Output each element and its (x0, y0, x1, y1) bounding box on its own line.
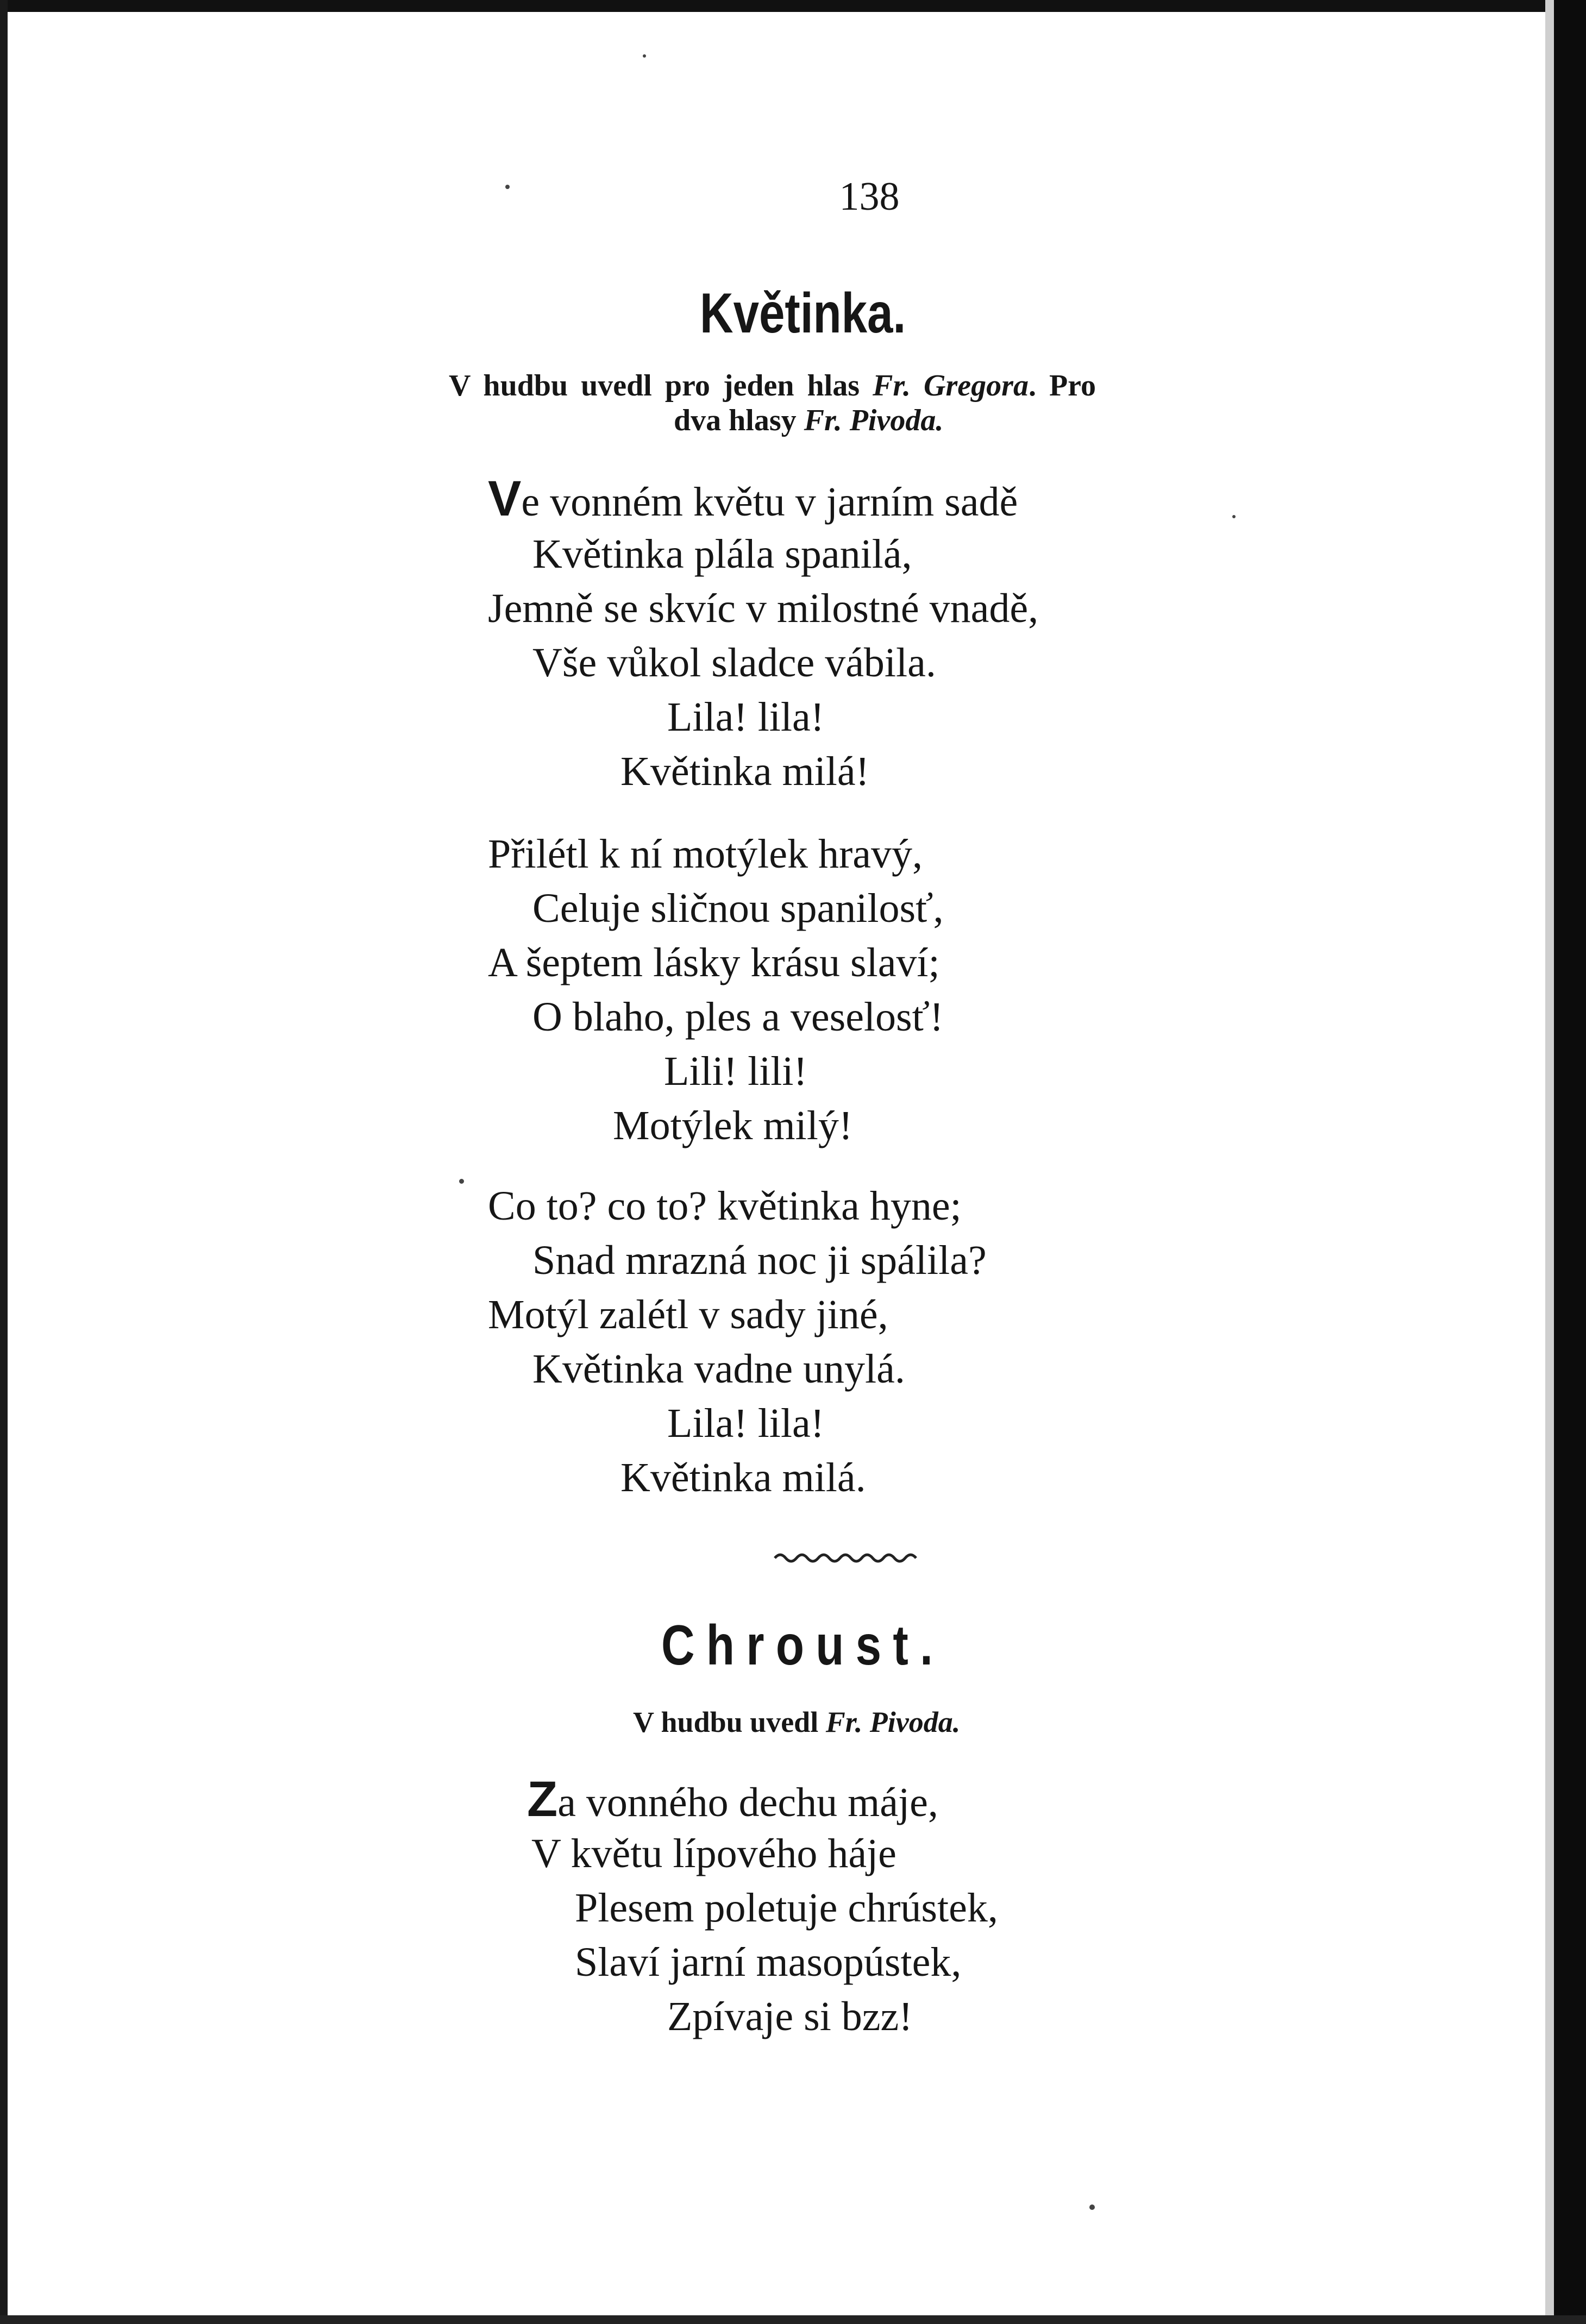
verse-text: a vonného dechu máje, (557, 1780, 938, 1825)
verse-line: Vše vůkol sladce vábila. (532, 640, 936, 686)
credit-text: . Pro (1028, 369, 1096, 403)
verse-line: Zpívaje si bzz! (667, 1994, 913, 2039)
scan-speck (459, 1179, 464, 1184)
page-number: 138 (839, 174, 900, 219)
scan-border-top (0, 0, 1586, 12)
scan-speck (1232, 515, 1236, 518)
composer-name: Fr. Gregora (873, 369, 1029, 403)
scan-border-left (0, 0, 8, 2324)
verse-line: A šeptem lásky krásu slaví; (488, 940, 940, 985)
drop-cap: V (488, 471, 522, 526)
verse-line: Květinka vadne unylá. (532, 1346, 905, 1392)
verse-line: Jemně se skvíc v milostné vnadě, (488, 586, 1039, 631)
wave-ornament (772, 1546, 924, 1568)
verse-line: Lila! lila! (667, 694, 825, 740)
verse-line: Květinka milá. (620, 1455, 866, 1500)
verse-line: Celuje sličnou spanilosť, (532, 885, 944, 931)
poem-credit (449, 368, 1096, 403)
scan-border-right-inner (1545, 0, 1554, 2324)
drop-cap: Z (527, 1772, 558, 1827)
poem-credit (633, 1705, 960, 1739)
scan-speck (505, 185, 510, 189)
verse-line: Květinka milá! (620, 749, 869, 794)
verse-line: Slaví jarní masopústek, (575, 1939, 962, 1985)
verse-line: Květinka plála spanilá, (532, 531, 912, 577)
verse-line: Přilétl k ní motýlek hravý, (488, 831, 923, 877)
verse-line (527, 1772, 938, 1830)
verse-line: Co to? co to? květinka hyne; (488, 1183, 962, 1229)
verse-line: V květu lípového háje (531, 1831, 897, 1876)
composer-name: Fr. Pivoda. (825, 1706, 961, 1738)
scan-border-bottom (0, 2315, 1586, 2324)
scan-speck (643, 54, 646, 58)
verse-line (488, 472, 1018, 529)
poem-title: Květinka. (699, 282, 906, 345)
verse-text: e vonném květu v jarním sadě (521, 479, 1018, 525)
credit-text: V hudbu uvedl (633, 1706, 826, 1738)
credit-text: dva hlasy (674, 404, 804, 437)
verse-line: Snad mrazná noc ji spálila? (532, 1238, 987, 1283)
poem-title: Chroust. (661, 1614, 945, 1677)
credit-text: V hudbu uvedl pro jeden hlas (449, 369, 873, 403)
verse-line: Lili! lili! (664, 1048, 807, 1094)
verse-line: Plesem poletuje chrústek, (575, 1885, 998, 1931)
verse-line: Motýl zalétl v sady jiné, (488, 1292, 888, 1337)
scan-speck (1089, 2204, 1095, 2210)
scan-border-right (1554, 0, 1586, 2324)
verse-line: Lila! lila! (667, 1400, 825, 1446)
verse-line: O blaho, ples a veselosť! (532, 994, 944, 1040)
verse-line: Motýlek milý! (613, 1103, 853, 1148)
poem-credit (674, 403, 943, 438)
composer-name: Fr. Pivoda. (804, 404, 944, 437)
